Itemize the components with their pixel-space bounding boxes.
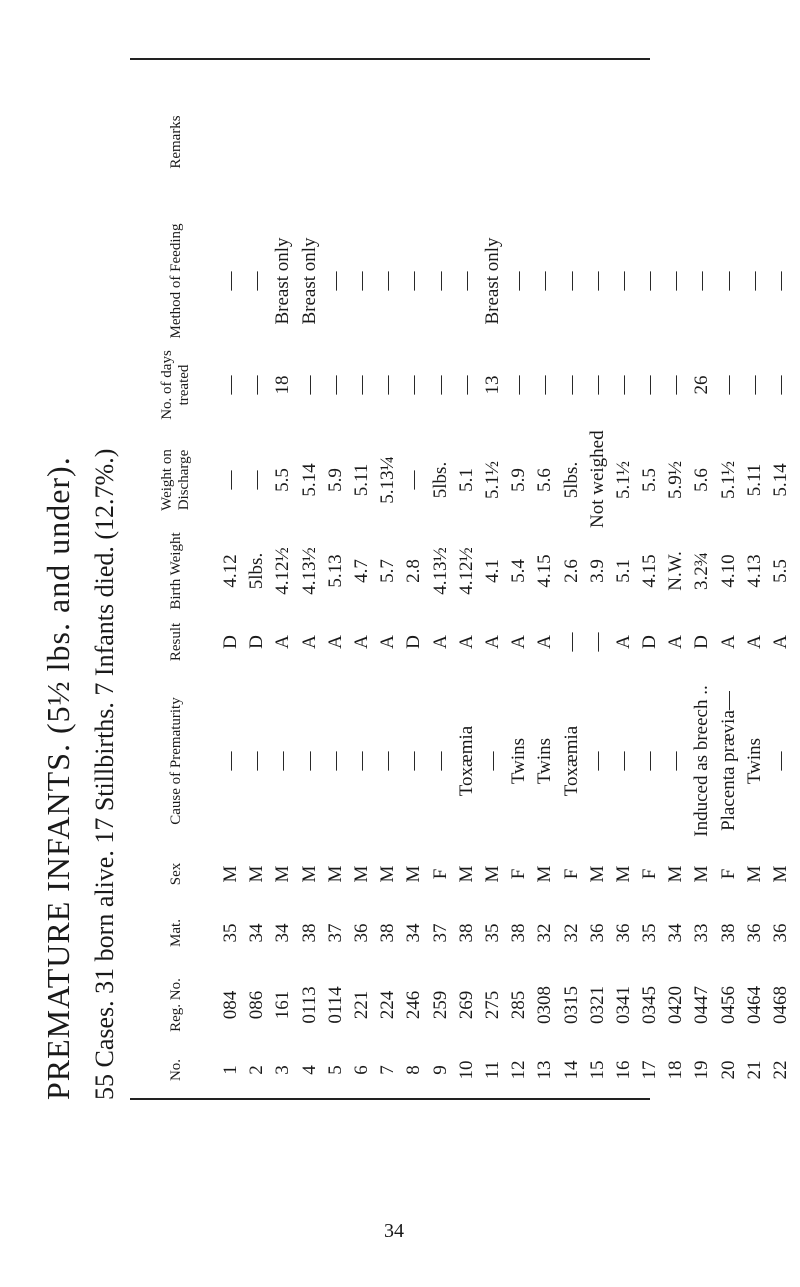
cell-cause: —	[481, 751, 503, 771]
cell-remarks	[428, 62, 454, 222]
cell-method: —	[351, 271, 373, 291]
cell-reg: 0321	[586, 986, 608, 1024]
table-row	[742, 62, 768, 1098]
cell-mat: 34	[272, 923, 294, 943]
cell-remarks	[297, 62, 323, 222]
cell-method: —	[403, 271, 425, 291]
header-days: No. of days treated	[159, 350, 192, 420]
cell-cause: —	[639, 751, 661, 771]
cell-wd: 5.1½	[481, 461, 503, 499]
table-row	[244, 62, 270, 1098]
cell-bw: 5.13	[324, 554, 346, 588]
cell-method: —	[429, 271, 451, 291]
cell-wd: 5.13¼	[377, 456, 399, 504]
cell-days: —	[770, 375, 792, 395]
cell-remarks	[270, 62, 296, 222]
cell-remarks	[558, 62, 584, 222]
cell-method: —	[639, 271, 661, 291]
cell-days: —	[298, 375, 320, 395]
cell-bw: 4.12	[220, 554, 242, 588]
cell-no: 11	[481, 1060, 503, 1080]
cell-bw: 3.2¾	[691, 552, 713, 590]
table-row	[663, 62, 689, 1098]
header-mat: Mat.	[167, 919, 184, 947]
cell-reg: 161	[272, 990, 294, 1020]
cell-sex: M	[324, 865, 346, 883]
cell-method: —	[220, 271, 242, 291]
cell-days: —	[534, 375, 556, 395]
cell-days: 18	[272, 375, 294, 395]
cell-bw: 5.4	[508, 559, 530, 583]
cell-mat: 37	[429, 923, 451, 943]
cell-days: —	[508, 375, 530, 395]
cell-method: —	[324, 271, 346, 291]
cell-wd: 5.6	[534, 468, 556, 492]
cell-cause: —	[272, 751, 294, 771]
cell-mat: 34	[246, 923, 268, 943]
table-row	[375, 62, 401, 1098]
cell-mat: 37	[324, 923, 346, 943]
cell-cause: —	[351, 751, 373, 771]
header-birth-weight: Birth Weight	[167, 532, 184, 610]
cell-remarks	[349, 62, 375, 222]
cell-sex: M	[220, 865, 242, 883]
cell-mat: 33	[691, 923, 713, 943]
table-row	[428, 62, 454, 1098]
cell-wd: 5.1½	[612, 461, 634, 499]
cell-no: 13	[534, 1060, 556, 1080]
cell-result: A	[508, 635, 530, 649]
cell-remarks	[532, 62, 558, 222]
cell-reg: 0420	[665, 986, 687, 1024]
cell-cause: —	[403, 751, 425, 771]
cell-cause: —	[612, 751, 634, 771]
cell-no: 3	[272, 1065, 294, 1075]
cell-no: 2	[246, 1065, 268, 1075]
cell-wd: 5.14	[298, 463, 320, 497]
cell-mat: 34	[665, 923, 687, 943]
cell-mat: 36	[351, 923, 373, 943]
cell-bw: 4.13½	[298, 547, 320, 595]
cell-remarks	[637, 62, 663, 222]
cell-wd: 5.11	[351, 463, 373, 497]
cell-result: A	[743, 635, 765, 649]
cell-cause: Toxæmia	[455, 725, 477, 797]
cell-sex: M	[403, 865, 425, 883]
cell-wd: —	[246, 470, 268, 490]
table-row	[454, 62, 480, 1098]
cell-cause: —	[770, 751, 792, 771]
cell-wd: 5lbs.	[429, 461, 451, 499]
cell-result: A	[612, 635, 634, 649]
cell-mat: 36	[586, 923, 608, 943]
cell-no: 10	[455, 1060, 477, 1080]
cell-days: 26	[691, 375, 713, 395]
cell-cause: —	[429, 751, 451, 771]
cell-no: 4	[298, 1065, 320, 1075]
cell-no: 14	[560, 1060, 582, 1080]
cell-method: —	[717, 271, 739, 291]
cell-reg: 259	[429, 990, 451, 1020]
cell-remarks	[323, 62, 349, 222]
cell-mat: 36	[770, 923, 792, 943]
table-row	[532, 62, 558, 1098]
cell-result: A	[351, 635, 373, 649]
cell-method: —	[560, 271, 582, 291]
cell-sex: M	[612, 865, 634, 883]
cell-result: D	[246, 635, 268, 649]
cell-mat: 38	[717, 923, 739, 943]
cell-reg: 0114	[324, 986, 346, 1024]
infants-table	[134, 62, 794, 1098]
cell-sex: M	[455, 865, 477, 883]
cell-days: —	[403, 375, 425, 395]
cell-bw: 4.12½	[455, 547, 477, 595]
cell-reg: 0464	[743, 986, 765, 1024]
cell-cause: Twins	[508, 737, 530, 785]
cell-days: —	[429, 375, 451, 395]
cell-method: Breast only	[481, 237, 503, 325]
cell-wd: 5.9	[508, 468, 530, 492]
cell-no: 5	[324, 1065, 346, 1075]
cell-no: 18	[665, 1060, 687, 1080]
cell-result: A	[534, 635, 556, 649]
cell-reg: 0447	[691, 986, 713, 1024]
header-reg: Reg. No.	[167, 978, 184, 1032]
cell-cause: —	[377, 751, 399, 771]
cell-sex: M	[534, 865, 556, 883]
table-row	[323, 62, 349, 1098]
table-row	[558, 62, 584, 1098]
cell-cause: —	[665, 751, 687, 771]
cell-sex: M	[481, 865, 503, 883]
cell-wd: 5.5	[272, 468, 294, 492]
cell-days: —	[612, 375, 634, 395]
cell-bw: 4.10	[717, 554, 739, 588]
cell-remarks	[585, 62, 611, 222]
cell-reg: 0456	[717, 986, 739, 1024]
cell-days: —	[639, 375, 661, 395]
cell-cause: Twins	[743, 737, 765, 785]
cell-result: A	[429, 635, 451, 649]
cell-no: 6	[351, 1065, 373, 1075]
cell-bw: 2.6	[560, 559, 582, 583]
left-rule	[130, 1099, 650, 1101]
cell-remarks	[611, 62, 637, 222]
cell-method: —	[534, 271, 556, 291]
table-row	[506, 62, 532, 1098]
cell-no: 17	[639, 1060, 661, 1080]
cell-bw: 4.13	[743, 554, 765, 588]
table-row	[401, 62, 427, 1098]
header-remarks: Remarks	[167, 115, 184, 169]
cell-method: Breast only	[272, 237, 294, 325]
cell-reg: 0341	[612, 986, 634, 1024]
cell-sex: M	[665, 865, 687, 883]
cell-result: D	[403, 635, 425, 649]
cell-days: —	[665, 375, 687, 395]
cell-remarks	[689, 62, 715, 222]
header-result: Result	[167, 622, 184, 662]
cell-remarks	[716, 62, 742, 222]
cell-mat: 35	[481, 923, 503, 943]
cell-method: —	[377, 271, 399, 291]
cell-no: 16	[612, 1060, 634, 1080]
right-rule	[130, 59, 650, 61]
cell-wd: 5lbs.	[560, 461, 582, 499]
cell-reg: 0113	[298, 986, 320, 1024]
cell-cause: Twins	[534, 737, 556, 785]
cell-reg: 246	[403, 990, 425, 1020]
cell-cause: —	[298, 751, 320, 771]
cell-method: Breast only	[298, 237, 320, 325]
cell-result: A	[455, 635, 477, 649]
cell-remarks	[480, 62, 506, 222]
cell-method: —	[508, 271, 530, 291]
cell-days: —	[324, 375, 346, 395]
table-row	[480, 62, 506, 1098]
cell-result: —	[560, 632, 582, 652]
cell-wd: 5.11	[743, 463, 765, 497]
cell-sex: M	[246, 865, 268, 883]
cell-remarks	[663, 62, 689, 222]
cell-reg: 086	[246, 990, 268, 1020]
cell-sex: M	[272, 865, 294, 883]
cell-sex: M	[351, 865, 373, 883]
cell-result: A	[770, 635, 792, 649]
cell-remarks	[401, 62, 427, 222]
header-sex: Sex	[167, 862, 184, 886]
cell-wd: 5.1	[455, 468, 477, 492]
cell-remarks	[375, 62, 401, 222]
cell-wd: 5.5	[639, 468, 661, 492]
cell-wd: 5.9	[324, 468, 346, 492]
cell-days: —	[220, 375, 242, 395]
cell-sex: F	[639, 868, 661, 880]
cell-mat: 32	[560, 923, 582, 943]
cell-no: 15	[586, 1060, 608, 1080]
cell-method: —	[665, 271, 687, 291]
table-row	[716, 62, 742, 1098]
cell-result: A	[298, 635, 320, 649]
cell-wd: —	[220, 470, 242, 490]
cell-method: —	[612, 271, 634, 291]
cell-mat: 36	[612, 923, 634, 943]
cell-mat: 35	[639, 923, 661, 943]
cell-days: —	[743, 375, 765, 395]
cell-remarks	[454, 62, 480, 222]
cell-result: A	[324, 635, 346, 649]
cell-mat: 35	[220, 923, 242, 943]
cell-bw: 5lbs.	[246, 552, 268, 590]
cell-no: 21	[743, 1060, 765, 1080]
header-cause: Cause of Prematurity	[167, 697, 184, 825]
cell-remarks	[244, 62, 270, 222]
cell-result: A	[665, 635, 687, 649]
cell-cause: —	[246, 751, 268, 771]
cell-wd: 5.1½	[717, 461, 739, 499]
header-weight-discharge: Weight on Discharge	[159, 449, 192, 511]
table-body	[218, 62, 794, 1098]
cell-reg: 0315	[560, 986, 582, 1024]
cell-bw: 4.7	[351, 559, 373, 583]
cell-reg: 084	[220, 990, 242, 1020]
cell-mat: 34	[403, 923, 425, 943]
cell-sex: M	[377, 865, 399, 883]
header-no: No.	[167, 1058, 184, 1082]
cell-reg: 269	[455, 990, 477, 1020]
cell-bw: N.W.	[665, 551, 687, 591]
cell-sex: F	[717, 868, 739, 880]
cell-method: —	[586, 271, 608, 291]
cell-no: 7	[377, 1065, 399, 1075]
cell-reg: 221	[351, 990, 373, 1020]
cell-result: A	[481, 635, 503, 649]
cell-method: —	[246, 271, 268, 291]
cell-remarks	[768, 62, 794, 222]
cell-remarks	[218, 62, 244, 222]
cell-cause: Placenta prævia—	[717, 691, 739, 831]
cell-days: —	[351, 375, 373, 395]
cell-mat: 36	[743, 923, 765, 943]
cell-cause: —	[324, 751, 346, 771]
cell-no: 9	[429, 1065, 451, 1075]
table-row	[637, 62, 663, 1098]
cell-bw: 4.1	[481, 559, 503, 583]
cell-method: —	[691, 271, 713, 291]
page-subtitle: 55 Cases. 31 born alive. 17 Stillbirths. 7 Infants died. (12.7%.)	[90, 448, 119, 1100]
cell-sex: M	[743, 865, 765, 883]
cell-no: 1	[220, 1065, 242, 1075]
cell-result: D	[220, 635, 242, 649]
cell-mat: 38	[455, 923, 477, 943]
cell-days: —	[455, 375, 477, 395]
cell-bw: 4.15	[639, 554, 661, 588]
cell-bw: 5.5	[770, 559, 792, 583]
table-row	[349, 62, 375, 1098]
cell-bw: 4.12½	[272, 547, 294, 595]
table-row	[218, 62, 244, 1098]
header-row	[134, 62, 218, 1098]
cell-method: —	[770, 271, 792, 291]
cell-sex: M	[691, 865, 713, 883]
cell-reg: 275	[481, 990, 503, 1020]
cell-days: —	[586, 375, 608, 395]
cell-sex: F	[429, 868, 451, 880]
rotated-page	[30, 0, 792, 1100]
cell-reg: 0308	[534, 986, 556, 1024]
page-title: PREMATURE INFANTS. (5½ lbs. and under).	[40, 456, 76, 1100]
cell-reg: 0345	[639, 986, 661, 1024]
cell-days: —	[560, 375, 582, 395]
cell-result: D	[639, 635, 661, 649]
cell-mat: 38	[298, 923, 320, 943]
cell-no: 20	[717, 1060, 739, 1080]
cell-bw: 4.13½	[429, 547, 451, 595]
cell-no: 22	[770, 1060, 792, 1080]
page-number: 34	[384, 1220, 404, 1242]
cell-cause: —	[220, 751, 242, 771]
cell-reg: 285	[508, 990, 530, 1020]
cell-mat: 38	[508, 923, 530, 943]
cell-wd: —	[403, 470, 425, 490]
cell-mat: 38	[377, 923, 399, 943]
cell-sex: F	[508, 868, 530, 880]
cell-bw: 2.8	[403, 559, 425, 583]
table-row	[297, 62, 323, 1098]
cell-wd: 5.14	[770, 463, 792, 497]
cell-method: —	[455, 271, 477, 291]
cell-result: A	[377, 635, 399, 649]
cell-result: A	[717, 635, 739, 649]
cell-bw: 3.9	[586, 559, 608, 583]
cell-sex: M	[298, 865, 320, 883]
cell-cause: —	[586, 751, 608, 771]
cell-result: D	[691, 635, 713, 649]
table-row	[689, 62, 715, 1098]
cell-remarks	[506, 62, 532, 222]
cell-no: 19	[691, 1060, 713, 1080]
cell-cause: Toxæmia	[560, 725, 582, 797]
header-method: Method of Feeding	[167, 223, 184, 339]
table-row	[611, 62, 637, 1098]
cell-wd: 5.9½	[665, 461, 687, 499]
cell-result: —	[586, 632, 608, 652]
cell-remarks	[742, 62, 768, 222]
cell-no: 8	[403, 1065, 425, 1075]
table-row	[768, 62, 794, 1098]
cell-sex: M	[770, 865, 792, 883]
table-row	[270, 62, 296, 1098]
cell-reg: 0468	[770, 986, 792, 1024]
cell-sex: M	[586, 865, 608, 883]
cell-cause: Induced as breech ..	[691, 685, 713, 837]
cell-result: A	[272, 635, 294, 649]
cell-wd: 5.6	[691, 468, 713, 492]
cell-days: —	[377, 375, 399, 395]
table-row	[585, 62, 611, 1098]
cell-days: 13	[481, 375, 503, 395]
cell-mat: 32	[534, 923, 556, 943]
cell-no: 12	[508, 1060, 530, 1080]
cell-wd: Not weighed	[586, 430, 608, 528]
cell-bw: 5.7	[377, 559, 399, 583]
cell-days: —	[246, 375, 268, 395]
cell-days: —	[717, 375, 739, 395]
cell-bw: 4.15	[534, 554, 556, 588]
cell-method: —	[743, 271, 765, 291]
cell-bw: 5.1	[612, 559, 634, 583]
cell-reg: 224	[377, 990, 399, 1020]
cell-sex: F	[560, 868, 582, 880]
